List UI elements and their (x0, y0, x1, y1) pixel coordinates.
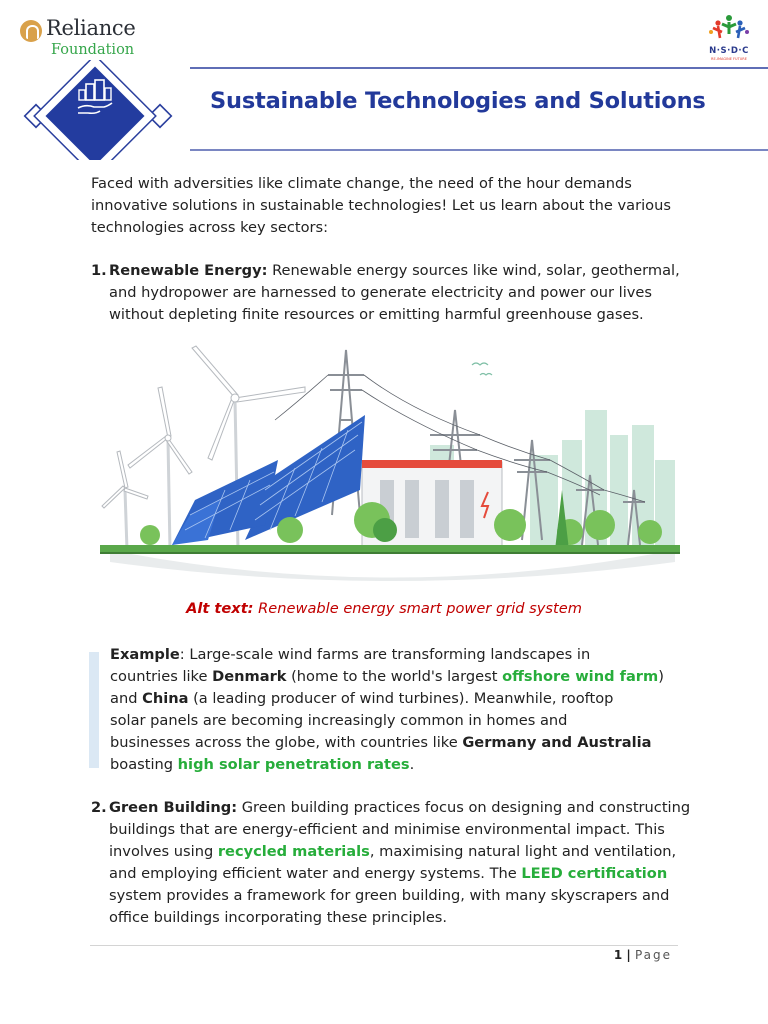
text-run: Renewable energy sources like (267, 262, 503, 279)
section-heading: Green Building: (109, 799, 238, 816)
text-run: China (142, 690, 189, 707)
reliance-foundation-logo (20, 16, 160, 62)
text-run: and employing efficient water and energy systems. The (109, 865, 522, 882)
highlight-term: LEED certification (521, 865, 668, 882)
image-alt-caption (0, 600, 768, 617)
alt-text: Renewable energy smart power grid system (253, 600, 582, 617)
text-run: , maximising natural light and ventilation, (369, 843, 677, 860)
page-label: Page (634, 948, 672, 962)
nsdc-logo (698, 14, 760, 66)
text-line: system provides a framework for green building, with many skyscrapers and (109, 887, 670, 904)
text-run: involves using (109, 843, 218, 860)
alt-label: Alt text: (186, 600, 254, 617)
text-run: wind, solar, geothermal, (502, 262, 680, 279)
nsdc-people-icon (698, 14, 760, 46)
page-number (560, 948, 672, 962)
text-run: Germany and Australia (462, 734, 652, 751)
text-run: ) (658, 668, 664, 685)
list-number: 2. (91, 799, 107, 816)
list-number: 1. (91, 262, 107, 279)
highlight-term: high solar penetration rates (177, 756, 410, 773)
intro-line: technologies across key sectors: (91, 219, 329, 236)
text-run: Denmark (212, 668, 287, 685)
reliance-logo-icon (20, 20, 42, 42)
nsdc-tagline: RE-IMAGINE FUTURE (711, 57, 747, 61)
section-renewable-energy (91, 260, 751, 326)
example-label: Example (110, 646, 180, 663)
text-run: boasting (110, 756, 178, 773)
page-number-value: 1 (613, 948, 623, 962)
page-separator: | (622, 948, 635, 962)
text-run: (home to the world's largest (286, 668, 503, 685)
text-run: businesses across the globe, with countries like (110, 734, 463, 751)
highlight-term: recycled materials (217, 843, 370, 860)
logo-name: Reliance (46, 16, 136, 40)
page-title: Sustainable Technologies and Solutions (210, 88, 706, 114)
quote-bar (89, 652, 99, 768)
footer-divider (90, 945, 678, 946)
example-block (110, 644, 750, 776)
sustainable-city-icon (74, 76, 116, 118)
text-run: are harnessed to generate electricity and power our lives (227, 284, 653, 301)
intro-paragraph (91, 173, 731, 239)
text-run: and hydropower (109, 284, 228, 301)
logo-subname: Foundation (51, 42, 135, 58)
text-run: : Large-scale wind farms are transforming landscapes in (179, 646, 591, 663)
intro-line: innovative solutions in sustainable technologies! Let us learn about the various (91, 197, 671, 214)
text-line: solar panels are becoming increasingly common in homes and (110, 712, 568, 729)
renewable-energy-illustration (100, 340, 680, 590)
intro-line: Faced with adversities like climate change, the need of the hour demands (91, 175, 632, 192)
highlight-term: offshore wind farm (502, 668, 659, 685)
section-heading: Renewable Energy: (109, 262, 268, 279)
section-green-building (91, 797, 751, 929)
text-run: countries like (110, 668, 213, 685)
nsdc-letters: N·S·D·C (709, 46, 749, 56)
text-run: . (409, 756, 415, 773)
text-run: Green building practices focus on designing and constructing (237, 799, 691, 816)
text-line: office buildings incorporating these principles. (109, 909, 448, 926)
text-run: and (110, 690, 143, 707)
text-line: buildings that are energy-efficient and minimise environmental impact. This (109, 821, 665, 838)
text-line: without depleting finite resources or emitting harmful greenhouse gases. (109, 306, 644, 323)
text-run: (a leading producer of wind turbines). Meanwhile, rooftop (188, 690, 614, 707)
